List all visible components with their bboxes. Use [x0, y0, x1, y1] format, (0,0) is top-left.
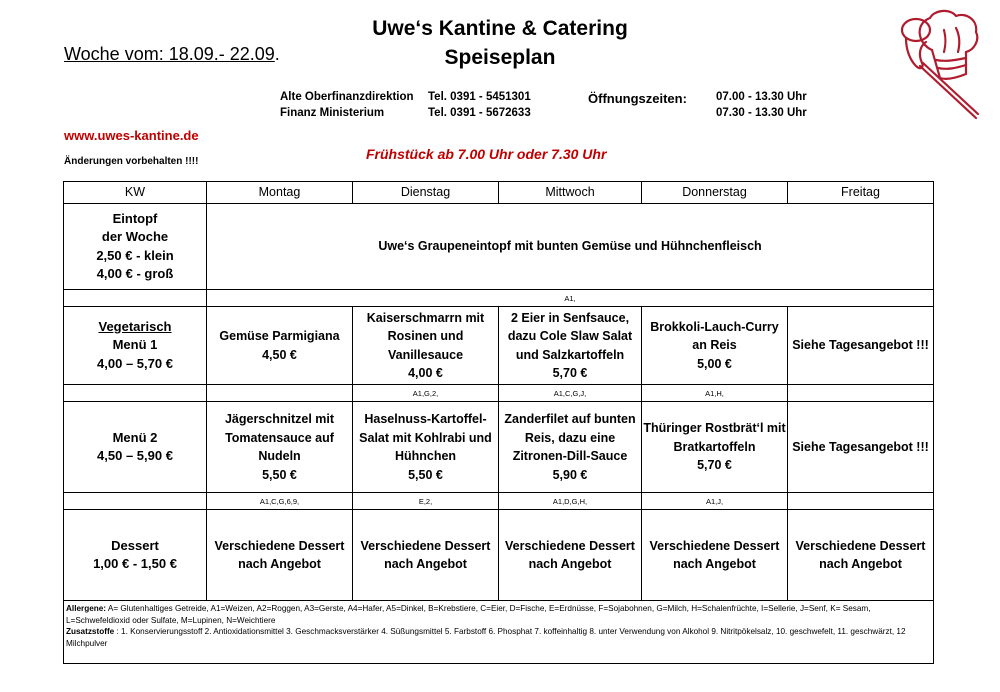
- locations: [280, 89, 414, 121]
- menu1-monday: [207, 307, 353, 385]
- dish-price: 5,70 €: [552, 366, 588, 380]
- dish-price: 5,70 €: [697, 458, 732, 473]
- dessert-thursday: Verschiedene Dessert nach Angebot: [642, 510, 788, 601]
- menu1-friday: [788, 307, 934, 385]
- dessert-monday: Verschiedene Dessert nach Angebot: [207, 510, 353, 601]
- phone-2: Tel. 0391 - 5672633: [428, 107, 531, 119]
- title-company: Uwe‘s Kantine & Catering: [372, 17, 628, 40]
- location-1: Alte Oberfinanzdirektion: [280, 91, 414, 103]
- menu2-label: Menü 2: [112, 429, 158, 445]
- allergen-cell: [788, 493, 934, 510]
- menu2-friday: [788, 402, 934, 493]
- menu2-thursday: [642, 402, 788, 493]
- menu1-label: Menü 1: [112, 337, 158, 353]
- dish-name: Zanderfilet auf bunten Reis, dazu eine Zitronen-Dill-Sauce: [504, 412, 636, 463]
- dish-price: 5,50 €: [262, 467, 297, 482]
- menu1-label-cell: [64, 307, 207, 385]
- opening-hours: [716, 89, 807, 121]
- menu2-monday: [207, 402, 353, 493]
- allergen-legend-label: Allergene:: [66, 604, 107, 613]
- column-header-kw: KW: [64, 182, 207, 204]
- week-range: [64, 44, 280, 65]
- week-dot: .: [274, 44, 280, 64]
- column-header-monday: Montag: [207, 182, 353, 204]
- dessert-tuesday: Verschiedene Dessert nach Angebot: [353, 510, 499, 601]
- title-menu-plan: Speiseplan: [444, 46, 556, 69]
- menu2-row: [64, 402, 934, 493]
- menu1-wednesday: [499, 307, 642, 385]
- menu1-tuesday: [353, 307, 499, 385]
- column-header-thursday: Donnerstag: [642, 182, 788, 204]
- phone-1: Tel. 0391 - 5451301: [428, 91, 531, 103]
- allergen-legend-text: A= Glutenhaltiges Getreide, A1=Weizen, A2=Roggen, A3=Gerste, A4=Hafer, A5=Dinkel, B=Krebstiere, C=Eier, D=Fische, E=Erdnüsse, F=Sojabohnen, G=Milch, H=Schalenfrüchte, I=Sellerie, J=Senf, K= Sesam, L=Schwefeldioxid oder Sulfate, M=Lupinen, N=Weichtiere: [66, 604, 871, 625]
- dish-price: 5,00 €: [697, 356, 732, 371]
- allergen-cell: [207, 385, 353, 402]
- breakfast-note: Frühstück ab 7.00 Uhr oder 7.30 Uhr: [366, 146, 607, 162]
- dish-price: 5,90 €: [552, 467, 588, 482]
- additives-legend: [66, 626, 931, 649]
- dish-name: Gemüse Parmigiana: [219, 329, 340, 343]
- eintopf-label-cell: [64, 204, 207, 290]
- dish-name: Kaiserschmarrn mit Rosinen und Vanillesauce: [366, 310, 485, 362]
- dessert-label-cell: [64, 510, 207, 601]
- menu2-allergens-row: [64, 493, 934, 510]
- dish-name: Brokkoli-Lauch-Curry an Reis: [650, 319, 779, 353]
- dessert-row: [64, 510, 934, 601]
- allergen-cell: [788, 385, 934, 402]
- dessert-friday: Verschiedene Dessert nach Angebot: [788, 510, 934, 601]
- footer-row: [64, 601, 934, 664]
- dish-name: 2 Eier in Senfsauce, dazu Cole Slaw Salat und Salzkartoffeln: [507, 310, 633, 362]
- eintopf-sublabel: der Woche: [101, 229, 169, 244]
- eintopf-label: Eintopf: [112, 210, 158, 226]
- phone-numbers: [428, 89, 531, 121]
- dessert-wednesday: Verschiedene Dessert nach Angebot: [499, 510, 642, 601]
- allergen-cell: A1,H,: [642, 385, 788, 402]
- footer-notes: [64, 601, 934, 664]
- allergen-legend: [66, 603, 931, 626]
- location-2: Finanz Ministerium: [280, 107, 385, 119]
- menu-table: [63, 181, 934, 664]
- column-header-tuesday: Dienstag: [353, 182, 499, 204]
- changes-note: Änderungen vorbehalten !!!!: [64, 156, 199, 167]
- allergen-cell: A1,G,2,: [353, 385, 499, 402]
- table-header-row: [64, 182, 934, 204]
- column-header-wednesday: Mittwoch: [499, 182, 642, 204]
- menu1-category: Vegetarisch: [98, 318, 172, 334]
- eintopf-allergens: A1,: [207, 290, 934, 307]
- opening-hours-label: Öffnungszeiten:: [588, 91, 687, 106]
- eintopf-row: [64, 204, 934, 290]
- dish-price: 4,00 €: [408, 366, 443, 380]
- opening-hours-1: 07.00 - 13.30 Uhr: [716, 91, 807, 103]
- allergen-cell: A1,C,G,J,: [499, 385, 642, 402]
- week-label: Woche vom: 18.09.- 22.09: [64, 44, 275, 64]
- menu1-allergens-row: [64, 385, 934, 402]
- additives-legend-text: : 1. Konservierungsstoff 2. Antioxidationsmittel 3. Geschmacksverstärker 4. Süßungsmittel 5. Farbstoff 6. Phosphat 7. koffeinhaltig 8. unter Verwendung von Alkohol 9. Nitritpökelsalz, 10. geschwefelt, 11. geschwärzt, 12 Milchpulver: [66, 627, 906, 648]
- additives-legend-label: Zusatzstoffe: [66, 627, 115, 636]
- chef-hat-spoon-logo-icon: [880, 8, 980, 123]
- allergen-cell: A1,C,G,6,9,: [207, 493, 353, 510]
- dish-name: Siehe Tagesangebot !!!: [792, 439, 929, 454]
- dish-name: Siehe Tagesangebot !!!: [792, 338, 929, 353]
- dish-price: 4,50 €: [262, 347, 297, 362]
- column-header-friday: Freitag: [788, 182, 934, 204]
- opening-hours-2: 07.30 - 13.30 Uhr: [716, 107, 807, 119]
- eintopf-dish: Uwe‘s Graupeneintopf mit bunten Gemüse und Hühnchenfleisch: [207, 204, 934, 290]
- dessert-label: Dessert: [111, 537, 159, 553]
- dessert-price-range: 1,00 € - 1,50 €: [93, 556, 177, 571]
- dish-name: Haselnuss-Kartoffel-Salat mit Kohlrabi und Hühnchen: [359, 412, 492, 463]
- menu2-price-range: 4,50 – 5,90 €: [97, 448, 173, 463]
- allergen-cell: A1,D,G,H,: [499, 493, 642, 510]
- website-link[interactable]: www.uwes-kantine.de: [64, 128, 199, 143]
- allergen-cell: A1,J,: [642, 493, 788, 510]
- allergen-cell: E,2,: [353, 493, 499, 510]
- allergen-cell: [64, 493, 207, 510]
- menu1-price-range: 4,00 – 5,70 €: [97, 355, 173, 371]
- allergen-cell: [64, 385, 207, 402]
- menu1-row: [64, 307, 934, 385]
- eintopf-price-small: 2,50 € - klein: [96, 247, 174, 263]
- menu2-wednesday: [499, 402, 642, 493]
- page-title: [330, 14, 670, 72]
- eintopf-price-large: 4,00 € - groß: [96, 266, 174, 281]
- eintopf-allergens-row: [64, 290, 934, 307]
- menu2-tuesday: [353, 402, 499, 493]
- menu1-thursday: [642, 307, 788, 385]
- dish-name: Thüringer Rostbrät‘l mit Bratkartoffeln: [643, 421, 786, 454]
- dish-price: 5,50 €: [408, 467, 443, 482]
- menu2-label-cell: [64, 402, 207, 493]
- allergen-cell: [64, 290, 207, 307]
- dish-name: Jägerschnitzel mit Tomatensauce auf Nudeln: [224, 412, 335, 463]
